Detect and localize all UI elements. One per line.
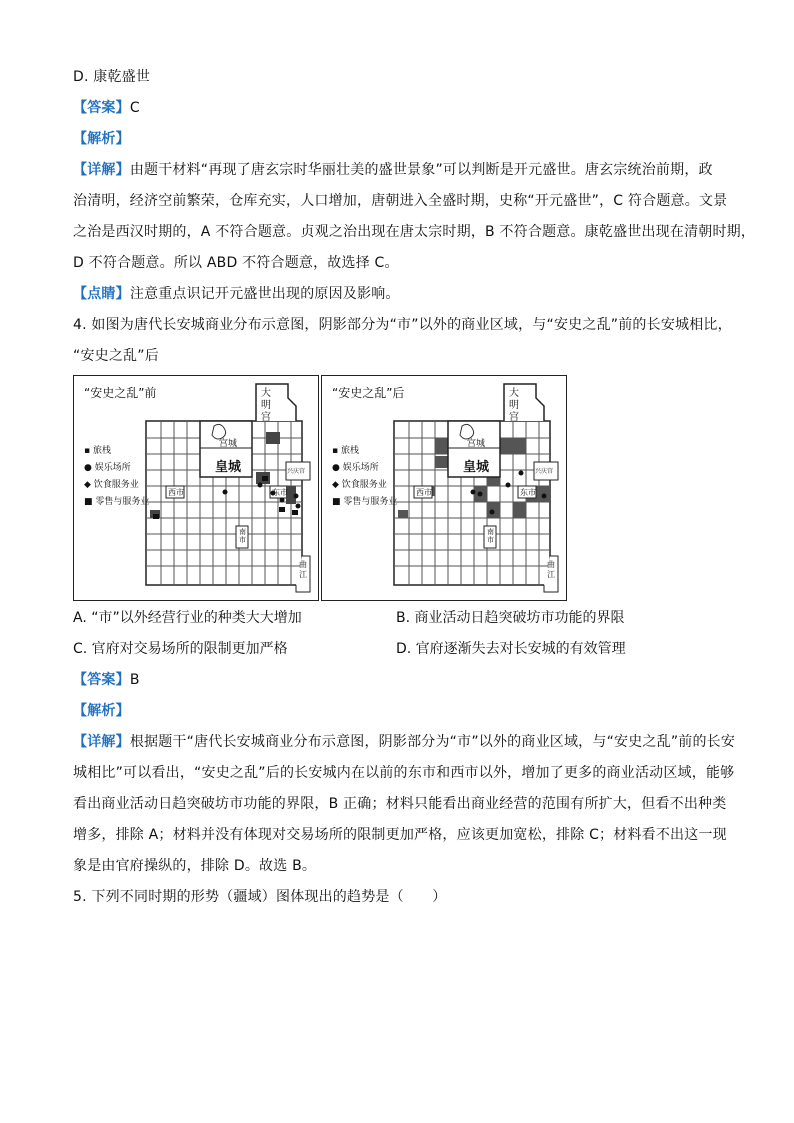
gongcheng-label: 宫城 [467,439,486,449]
analysis-tag: 【解析】 [73,703,130,719]
option-a[interactable]: A. “市”以外经营行业的种类大大增加 [73,610,302,626]
answer-row-q4 [73,670,140,690]
analysis-tag-q4 [73,701,130,721]
q4-stem-line-2: “安史之乱”后 [73,348,159,364]
answer-row-q3 [73,98,140,118]
legend-item: ■ 零售与服务业 [84,497,150,507]
option-d[interactable]: D. 官府逐渐失去对长安城的有效管理 [396,641,626,657]
detail-line-2: 治清明，经济空前繁荣，仓库充实，人口增加，唐朝进入全盛时期，史称“开元盛世”，C 符合题意。文景 [73,193,728,209]
q4-detail-line-1 [73,732,735,752]
gongcheng-label: 宫城 [219,439,238,449]
south-market-label: 南市 [239,528,246,544]
answer-value: C [129,100,140,116]
legend-after [332,446,397,508]
detail-line-3: 之治是西汉时期的，A 不符合题意。贞观之治出现在唐太宗时期，B 不符合题意。康乾盛世出现在清朝时期， [73,224,756,240]
q4-detail-line-2: 城相比”可以看出，“安史之乱”后的长安城内在以前的东市和西市以外，增加了更多的商业活动区域，能够 [73,765,735,781]
analysis-tag: 【解析】 [73,131,130,147]
map-after-title: “安史之乱”后 [332,386,405,400]
legend-item: ● 娱乐场所 [84,463,131,473]
detail-line-4: D 不符合题意。所以 ABD 不符合题意，故选择 C。 [73,255,399,271]
qujiang-label: 曲江 [547,560,555,579]
daming-palace-label: 大明宫 [261,388,271,423]
legend-item: ▪ 旅栈 [332,446,359,456]
answer-value: B [129,672,140,688]
west-market-label: 西市 [168,488,184,497]
detail-tag: 【详解】 [73,162,130,178]
point-text: 注意重点识记开元盛世出现的原因及影响。 [129,286,400,302]
south-market-label: 南市 [487,528,494,544]
legend-before [84,446,149,508]
east-market-label: 东市 [272,488,288,497]
map-before-title: “安史之乱”前 [84,386,157,400]
huangcheng-label: 皇城 [463,460,490,475]
q4-detail-line-4: 增多，排除 A；材料并没有体现对交易场所的限制更加严格，应该更加宽松，排除 C；材料看不出这一现 [73,827,727,843]
q5-stem: 5. 下列不同时期的形势（疆域）图体现出的趋势是（ ） [73,889,447,905]
answer-tag: 【答案】 [73,672,130,688]
legend-item: ■ 零售与服务业 [332,497,398,507]
analysis-tag-q3 [73,129,130,149]
map-after [321,375,567,601]
detail-text: 根据题干“唐代长安城商业分布示意图，阴影部分为“市”以外的商业区域，与“安史之乱”前的长安 [129,734,736,750]
map-before [73,375,319,601]
point-tag: 【点睛】 [73,286,130,302]
huangcheng-label: 皇城 [215,460,242,475]
detail-text: 由题干材料“再现了唐玄宗时华丽壮美的盛世景象”可以判断是开元盛世。唐玄宗统治前期，政 [129,162,713,178]
option-b[interactable]: B. 商业活动日趋突破坊市功能的界限 [396,610,625,626]
option-d-prev: D. 康乾盛世 [73,69,151,85]
legend-item: ▪ 旅栈 [84,446,111,456]
option-c[interactable]: C. 官府对交易场所的限制更加严格 [73,641,288,657]
q4-detail-line-3: 看出商业活动日趋突破坊市功能的界限，B 正确；材料只能看出商业经营的范围有所扩大，但看不出种类 [73,796,727,812]
legend-item: ◆ 饮食服务业 [84,480,139,490]
qujiang-label: 曲江 [299,560,307,579]
west-market-label: 西市 [416,488,432,497]
daming-palace-label: 大明宫 [509,388,519,423]
point-row [73,284,400,304]
xingqing-label: 兴庆宫 [535,468,554,475]
legend-item: ◆ 饮食服务业 [332,480,387,490]
east-market-label: 东市 [520,488,536,497]
q4-detail-line-5: 象是由官府操纵的，排除 D。故选 B。 [73,858,317,874]
detail-line-1 [73,160,713,180]
detail-tag: 【详解】 [73,734,130,750]
xingqing-label: 兴庆宫 [287,468,306,475]
answer-tag: 【答案】 [73,100,130,116]
q4-stem-line-1: 4. 如图为唐代长安城商业分布示意图，阴影部分为“市”以外的商业区域，与“安史之乱”前的长安城相比， [73,317,732,333]
legend-item: ● 娱乐场所 [332,463,379,473]
